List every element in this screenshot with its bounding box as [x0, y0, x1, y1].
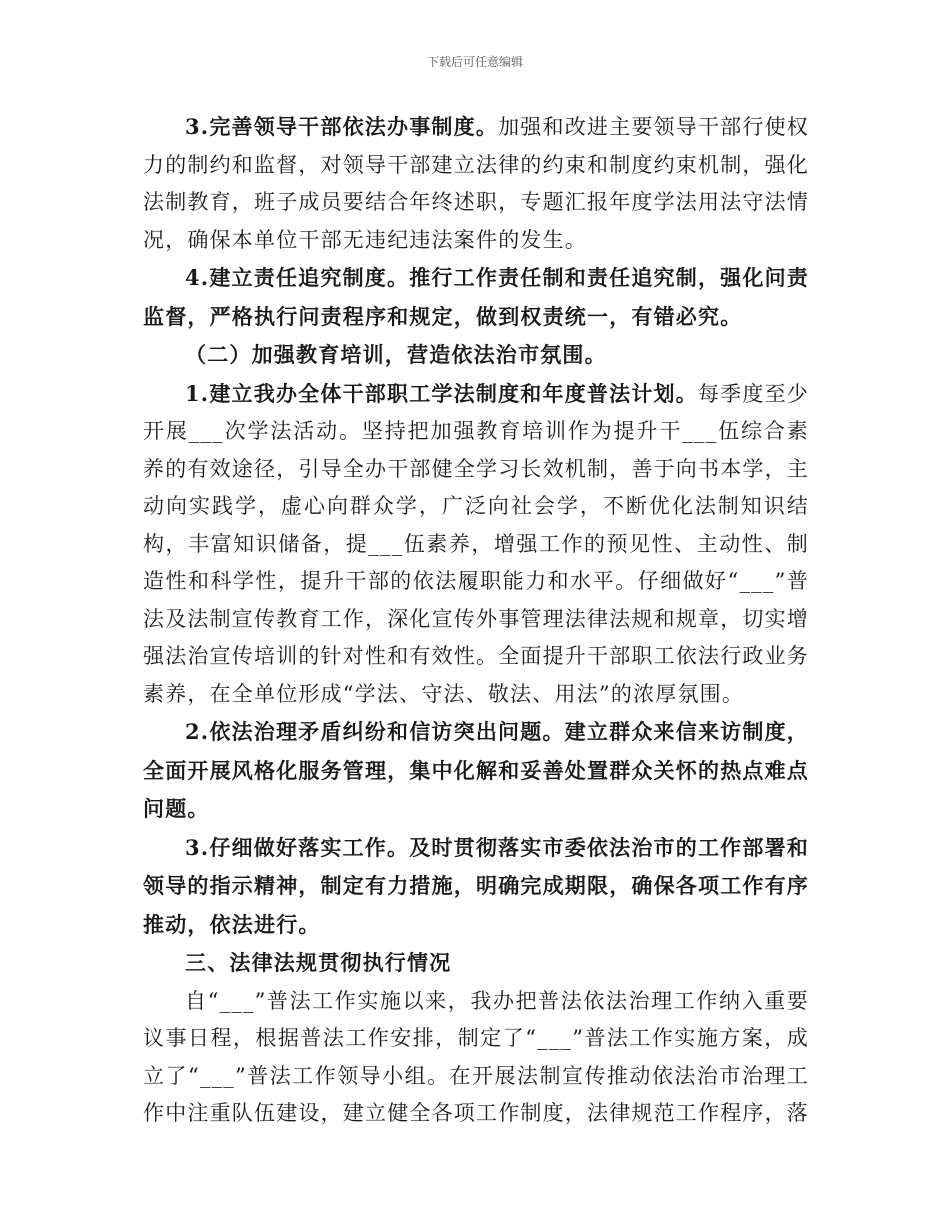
paragraph-implementation	[143, 829, 809, 945]
paragraph-text: 自“___”普法工作实施以来，我办把普法依法治理工作纳入重要议事日程，根据普法工作安排，制定了“___”普法工作实施方案，成立了“___”普法工作领导小组。在开展法制宣传推动依法治市治理工作中注重队伍建设，建立健全各项工作制度，法律规范工作程序，落	[143, 988, 809, 1125]
paragraph-lead: 2.依法治理矛盾纠纷和信访突出问题。建立群众来信来访制度，全面开展风格化服务管理，集中化解和妥善处置群众关怀的热点难点问题。	[143, 719, 809, 821]
paragraph-leader-law-system	[143, 108, 809, 259]
paragraph-study-plan	[143, 375, 809, 714]
section-heading-law-enforcement	[143, 944, 809, 983]
section-heading-text: （二）加强教育培训，营造依法治市氛围。	[185, 342, 607, 367]
paragraph-popularization	[143, 983, 809, 1133]
paragraph-lead: 1.建立我办全体干部职工学法制度和年度普法计划。	[185, 380, 698, 406]
paragraph-text: 每季度至少开展___次学法活动。坚持把加强教育培训作为提升干___伍综合素养的有效途径，引导全办干部健全学习长效机制，善于向书本学，主动向实践学，虚心向群众学，广泛向社会学，不断优化法制知识结构，丰富知识储备，提___伍素养，增强工作的预见性、主动性、制造性和科学性，提升干部的依法履职能力和水平。仔细做好“___”普法及法制宣传教育工作，深化宣传外事管理法律法规和规章，切实增强法治宣传培训的针对性和有效性。全面提升干部职工依法行政业务素养，在全单位形成“学法、守法、敬法、用法”的浓厚氛围。	[143, 381, 809, 706]
paragraph-disputes	[143, 713, 809, 829]
paragraph-lead: 3.完善领导干部依法办事制度。	[185, 114, 499, 139]
section-heading-text: 三、法律法规贯彻执行情况	[185, 950, 452, 975]
paragraph-accountability	[143, 259, 809, 336]
paragraph-lead: 4.建立责任追究制度。推行工作责任制和责任追究制，强化问责监督，严格执行问责程序和规定，做到权责统一，有错必究。	[143, 265, 809, 329]
paragraph-text: 加强和改进主要领导干部行使权力的制约和监督，对领导干部建立法律的约束和制度约束机制，强化法制教育，班子成员要结合年终述职，专题汇报年度学法用法守法情况，确保本单位干部无违纪违法案件的发生。	[143, 115, 809, 252]
paragraph-lead: 3.仔细做好落实工作。及时贯彻落实市委依法治市的工作部署和领导的指示精神，制定有力措施，明确完成期限，确保各项工作有序推动，依法进行。	[143, 834, 809, 937]
document-body	[143, 108, 809, 1133]
section-heading-education	[143, 336, 809, 375]
page-header-note: 下载后可任意编辑	[426, 55, 523, 69]
